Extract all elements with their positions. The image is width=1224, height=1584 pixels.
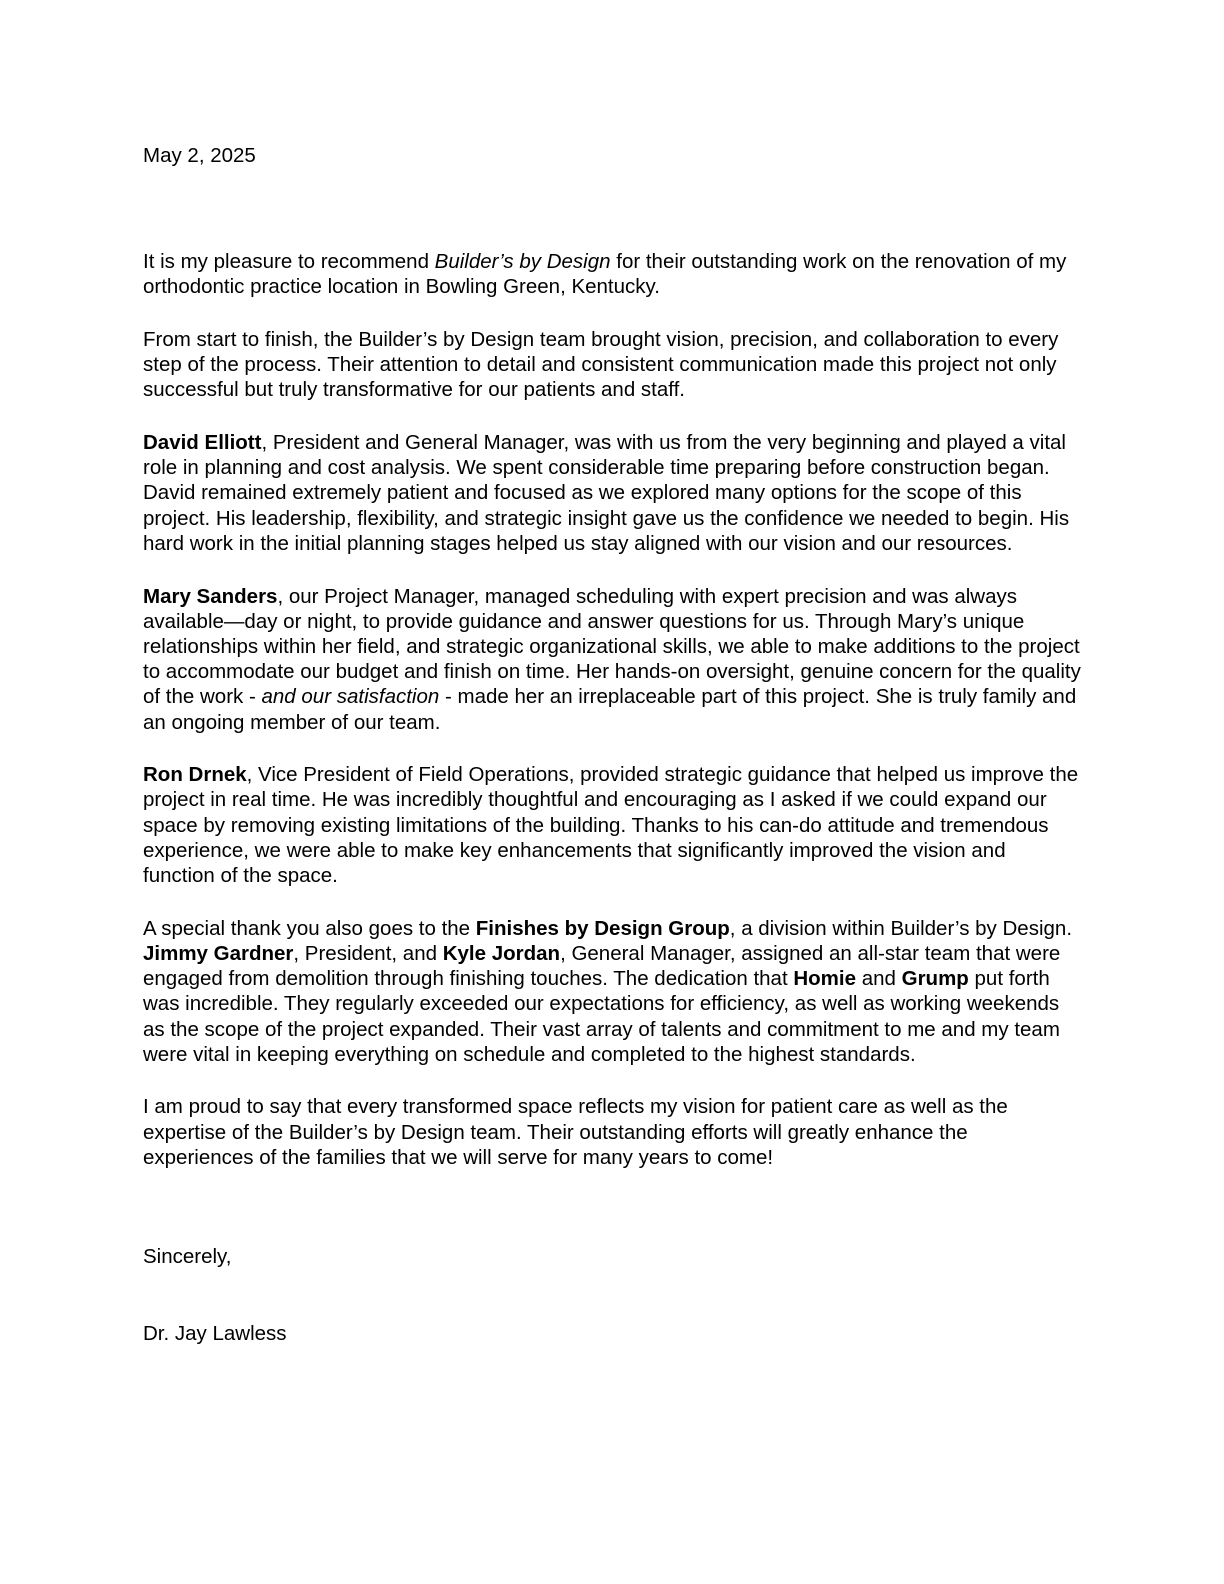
finishes-text-1: A special thank you also goes to the [143,916,476,940]
paragraph-mary-sanders [143,584,1083,735]
intro-text-end: for their outstanding work on the renovation of my orthodontic practice location in Bowling Green, Kentucky. [143,250,1067,299]
signature-name: Dr. Jay Lawless [143,1322,287,1345]
david-elliott-text: , President and General Manager, was with us from the very beginning and played a vital role in planning and cost analysis. We spent considerable time preparing before construction began. David remained extremely patient and focused as we explored many options for the scope of this project. His leadership, flexibility, and strategic insight gave us the confidence we needed to begin. His hard work in the initial planning stages helped us stay aligned with our vision and our resources. [143,431,1070,555]
person-name-david-elliott: David Elliott [143,431,262,455]
letter-date: May 2, 2025 [143,144,256,167]
finishes-text-4: , General Manager, assigned an all-star team that were engaged from demolition through finishing touches. The dedication that [143,941,1061,991]
paragraph-intro [143,249,1083,299]
person-name-grump: Grump [901,967,969,991]
paragraph-david-elliott [143,430,1083,556]
intro-text-start: It is my pleasure to recommend [143,250,435,273]
finishes-text-3: , President, and [293,941,443,965]
paragraph-team: From start to finish, the Builder’s by Design team brought vision, precision, and collaboration to every step of the process. Their attention to detail and consistent communication made this project not only successful but truly transformative for our patients and staff. [143,327,1059,402]
letter-body [143,249,1083,1198]
ron-drnek-text: , Vice President of Field Operations, provided strategic guidance that helped us improve the project in real time. He was incredibly thoughtful and encouraging as I asked if we could expand our space by removing existing limitations of the building. Thanks to his can-do attitude and tremendous experience, we were able to make key enhancements that significantly improved the vision and function of the space. [143,763,1079,888]
person-name-mary-sanders: Mary Sanders [143,584,278,608]
mary-sanders-italic: and our satisfaction [261,685,440,709]
paragraph-ron-drnek [143,762,1083,888]
finishes-text-6: put forth was incredible. They regularly exceeded our expectations for efficiency, as well as working weekends as the scope of the project expanded. Their vast array of talents and commitment to me and my team were vital in keeping everything on schedule and completed to the highest standards. [143,967,1060,1066]
person-name-kyle-jordan: Kyle Jordan [442,941,561,965]
closing-salutation: Sincerely, [143,1245,232,1268]
person-name-jimmy-gardner: Jimmy Gardner [143,941,294,965]
mary-sanders-text-2: - made her an irreplaceable part of this project. She is truly family and an ongoing member of our team. [143,685,1077,734]
group-name-finishes: Finishes by Design Group [475,916,730,940]
person-name-homie: Homie [793,967,857,991]
paragraph-finishes-group [143,916,1083,1067]
finishes-text-2: , a division within Builder’s by Design. [729,916,1073,940]
company-name-italic: Builder’s by Design [434,250,611,273]
mary-sanders-text-1: , our Project Manager, managed scheduling with expert precision and was always available—day or night, to provide guidance and answer questions for us. Through Mary’s unique relationships within her field, and strategic organizational skills, we able to make additions to the project to accommodate our budget and finish on time. Her hands-on oversight, genuine concern for the quality of the work - [143,584,1081,709]
paragraph-conclusion: I am proud to say that every transformed space reflects my vision for patient care as well as the expertise of the Builder’s by Design team. Their outstanding efforts will greatly enhance the experiences of the families that we will serve for many years to come! [143,1095,1008,1169]
person-name-ron-drnek: Ron Drnek [143,763,247,787]
finishes-text-5: and [856,967,902,991]
